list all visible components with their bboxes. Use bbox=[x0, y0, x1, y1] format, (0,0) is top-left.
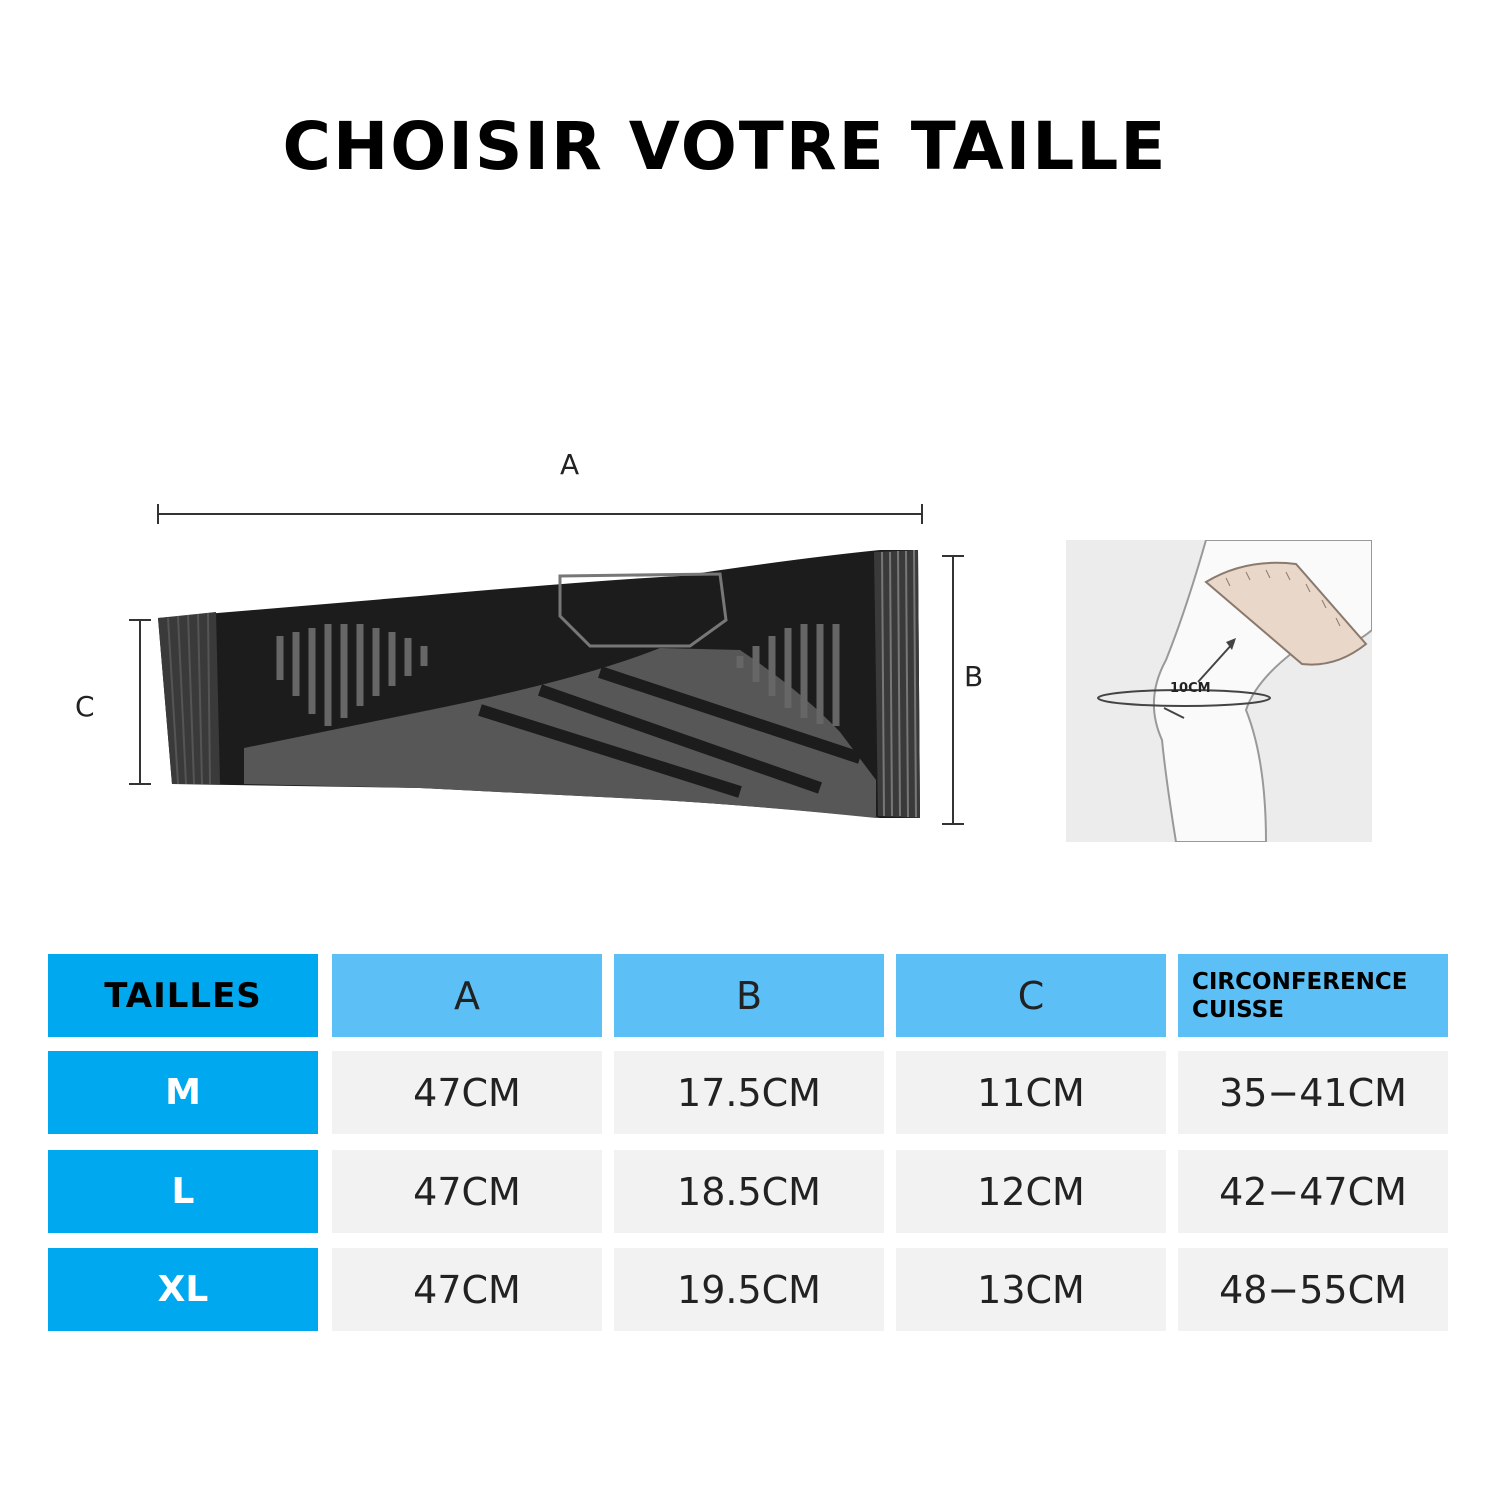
table-cell-thigh: 48−55CM bbox=[1178, 1248, 1448, 1331]
knee-illustration bbox=[1066, 540, 1372, 842]
table-row-size: XL bbox=[48, 1248, 318, 1331]
table-row-size: M bbox=[48, 1051, 318, 1134]
measure-line-b bbox=[942, 556, 964, 824]
dimension-label-c: C bbox=[75, 690, 95, 723]
table-row-size: L bbox=[48, 1150, 318, 1233]
table-header-c: C bbox=[896, 954, 1166, 1037]
table-header-thigh: CIRCONFERENCE CUISSE bbox=[1178, 954, 1448, 1037]
table-cell-thigh: 35−41CM bbox=[1178, 1051, 1448, 1134]
sleeve-illustration bbox=[120, 500, 980, 840]
dimension-label-b: B bbox=[964, 660, 984, 693]
measure-line-a bbox=[158, 504, 922, 524]
table-header-b: B bbox=[614, 954, 884, 1037]
table-header-sizes: TAILLES bbox=[48, 954, 318, 1037]
table-cell-b: 19.5CM bbox=[614, 1248, 884, 1331]
table-cell-b: 18.5CM bbox=[614, 1150, 884, 1233]
table-cell-c: 11CM bbox=[896, 1051, 1166, 1134]
table-cell-b: 17.5CM bbox=[614, 1051, 884, 1134]
table-cell-thigh: 42−47CM bbox=[1178, 1150, 1448, 1233]
measure-line-c bbox=[129, 620, 151, 784]
dimension-label-a: A bbox=[560, 448, 580, 481]
table-header-a: A bbox=[332, 954, 602, 1037]
table-cell-c: 13CM bbox=[896, 1248, 1166, 1331]
table-cell-a: 47CM bbox=[332, 1150, 602, 1233]
table-cell-a: 47CM bbox=[332, 1051, 602, 1134]
page-title: CHOISIR VOTRE TAILLE bbox=[282, 108, 1168, 185]
table-cell-c: 12CM bbox=[896, 1150, 1166, 1233]
table-cell-a: 47CM bbox=[332, 1248, 602, 1331]
knee-measure-label: 10CM bbox=[1170, 681, 1211, 696]
sleeve-cuff-right bbox=[874, 550, 920, 818]
